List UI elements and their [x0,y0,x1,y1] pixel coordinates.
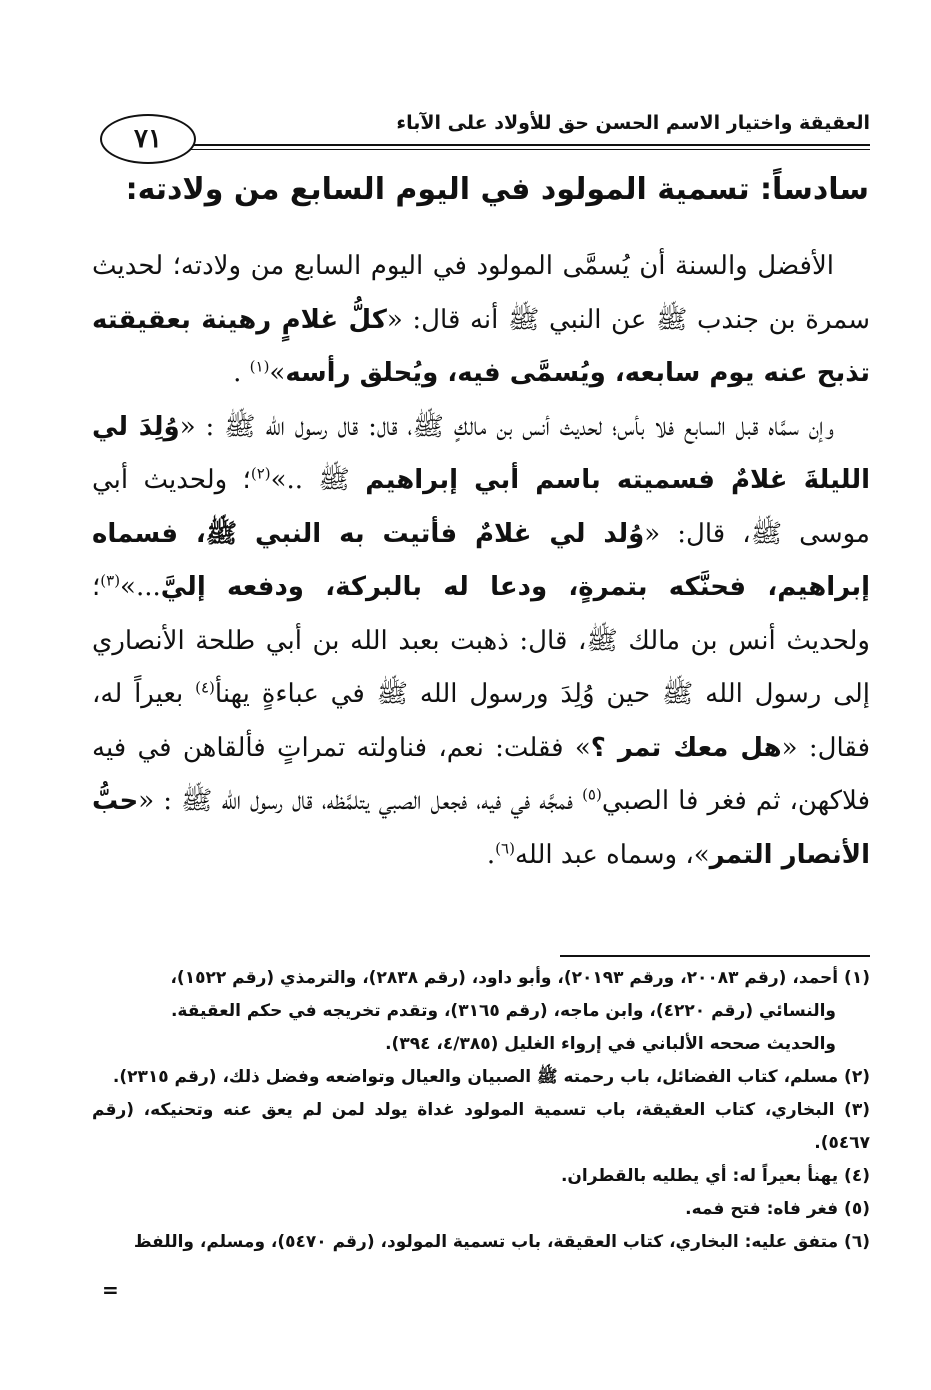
hadith-quote: وُلد لي غلامٌ فأتيت به النبي ﷺ، فسماه إبراهيم، فحنَّكه بتمرةٍ، ودعا له بالبركة، ودفعه إليَّ [92,518,870,602]
running-title: العقيقة واختيار الاسم الحسن حق للأولاد على الآباء [396,112,870,134]
text-run: »، وسماه عبد الله [514,839,710,870]
footnote-ref-1[interactable]: (١) [249,357,270,376]
text-run: الأفضل والسنة أن يُسمَّى المولود في اليوم السابع من ولادته؛ لحديث سمرة بن جندب ﷺ عن النبي ﷺ أنه قال: « [92,251,870,335]
page-number: ٧١ [100,114,196,164]
footnote-5: (٥) فغر فاه: فتح فمه. [685,1199,870,1219]
running-header [100,110,870,166]
text-run: بعيراً له، فقال: « [92,679,870,763]
footnote-2: (٢) مسلم، كتاب الفضائل، باب رحمته ﷺ الصبيان والعيال وتواضعه وفضل ذلك، (رقم ٢٣١٥). [112,1067,870,1087]
continuation-mark: = [102,1278,119,1302]
text-run: . [233,358,250,388]
header-rule [190,144,870,150]
paragraph-1 [92,240,870,401]
footnote-ref-3[interactable]: (٣) [100,571,121,590]
body-text [92,240,870,882]
footnote-ref-4[interactable]: (٤) [195,678,215,697]
hadith-quote: هل معك تمر ؟ [590,732,782,763]
footnote-1-continued: والحديث صححه الألباني في إرواء الغليل (٤/٣٨٥، ٣٩٤). [385,1034,836,1054]
text-run: » فقلت: نعم، فناولته تمراتٍ فألقاهن في فيه فلاكهن، ثم فغر فا الصبي [92,732,870,816]
paragraph-2 [92,401,870,883]
text-run: ...» [120,572,161,602]
footnotes [92,962,870,1259]
text-run: وإن سمَّاه قبل السابع فلا بأس؛ لحديث أنس بن مالكٍ ﷺ، قال: قال رسول الله ﷺ : « [179,411,834,442]
footnote-6: (٦) متفق عليه: البخاري، كتاب العقيقة، باب تسمية المولود، (رقم ٥٤٧٠)، ومسلم، واللفظ [133,1232,870,1252]
footnote-ref-5[interactable]: (٥) [582,785,602,804]
hadith-quote: حبُّ الأنصار التمر [92,786,870,870]
text-run: ؛ ولحديث أنس بن مالك ﷺ، قال: ذهبت بعبد الله بن أبي طلحة الأنصاري إلى رسول الله ﷺ حين وُلِدَ ورسول الله ﷺ في عباءةٍ يهنأ [92,572,870,709]
footnote-separator [560,955,870,957]
hadith-quote: وُلِدَ لي الليلةَ غلامٌ فسميته باسم أبي إبراهيم [92,411,870,495]
text-run: فمجَّه في فيه، فجعل الصبي يتلمَّظه، قال رسول الله ﷺ : « [138,786,583,816]
footnote-ref-6[interactable]: (٦) [495,838,515,857]
text-run: » [269,358,286,388]
text-run: ؛ ولحديث أبي موسى ﷺ، قال: « [92,465,870,549]
footnote-4: (٤) يهنأ بعيراً له: أي يطليه بالقطران. [560,1166,870,1186]
section-heading: سادساً: تسمية المولود في اليوم السابع من ولادته: [125,172,869,207]
footnote-1: (١) أحمد، (رقم ٢٠٠٨٣، ورقم ٢٠١٩٣)، وأبو داود، (رقم ٢٨٣٨)، والترمذي (رقم ١٥٢٢)، [170,968,870,988]
footnote-3: (٣) البخاري، كتاب العقيقة، باب تسمية المولود غداة يولد لمن لم يعق عنه وتحنيكه، (رقم ٥٤٦٧). [92,1100,870,1153]
footnote-1-continued: والنسائي (رقم ٤٢٢٠)، وابن ماجه، (رقم ٣١٦٥)، وتقدم تخريجه في حكم العقيقة. [170,1001,836,1021]
text-run: . [486,839,496,870]
hadith-quote: كلُّ غلامٍ رهينة بعقيقته تذبح عنه يوم سابعه، ويُسمَّى فيه، ويُحلق رأسه [92,304,870,388]
text-run: ﷺ ..» [270,465,366,495]
footnote-ref-2[interactable]: (٢) [250,464,271,483]
